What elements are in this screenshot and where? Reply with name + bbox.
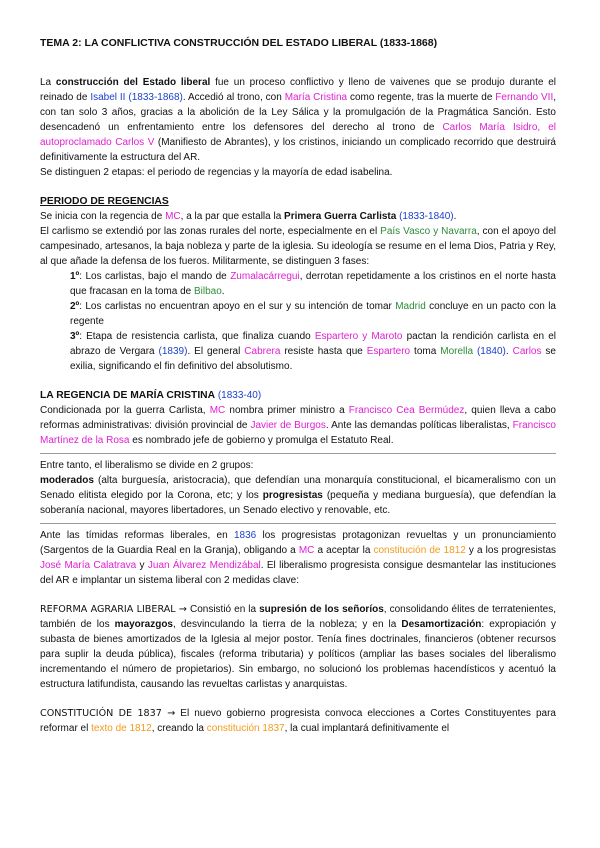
intro-stages: Se distinguen 2 etapas: el periodo de regencias y la mayoría de edad isabelina.	[40, 167, 393, 178]
regencias-p2: El carlismo se extendió por las zonas rurales del norte, especialmente en el País Vasco y Navarra, con el apoyo del campesinado, artesanos, la baja nobleza y parte de la iglesia. Su ideología se resume en el lema Dios, Patria y Rey, al que añade la defensa de los fueros. Militarmente, se distinguen 3 fases:	[40, 226, 557, 267]
regencia-mc-paragraph: Condicionada por la guerra Carlista, MC nombra primer ministro a Francisco Cea Bermúdez, quien lleva a cabo reformas administrativas: división provincial de Javier de Burgos. Ante las demandas políticas liberalistas, Francisco Martínez de la Rosa es nombrado jefe de gobierno y promulga el Estatuto Real.	[40, 405, 556, 446]
regencias-heading: PERIODO DE REGENCIAS	[40, 196, 169, 207]
divider	[40, 453, 556, 454]
reformas-paragraph: Ante las tímidas reformas liberales, en 1836 los progresistas protagonizan revueltas y un pronunciamiento (Sargentos de la Guardia Real en la Granja), obligando a MC a aceptar la constitución de 1812 y a los progresistas José María Calatrava y Juan Álvarez Mendizábal. El liberalismo progresista consigue desmantelar las instituciones del AR e implantar un sistema liberal con 2 medidas clave:	[40, 530, 557, 586]
fase-3: 3º: Etapa de resistencia carlista, que finaliza cuando Espartero y Maroto pactan la rendición carlista en el abrazo de Vergara (1839). El general Cabrera resiste hasta que Espartero toma Morella (1840). Carlos se exilia, significando el fin definitivo del absolutismo.	[70, 331, 556, 372]
regencia-mc-heading: LA REGENCIA DE MARÍA CRISTINA (1833-40)	[40, 390, 262, 401]
fase-1: 1º: Los carlistas, bajo el mando de Zumalacárregui, derrotan repetidamente a los cristinos en el norte hasta que fracasan en la toma de Bilbao.	[70, 271, 556, 297]
grupos-paragraph: moderados (alta burguesía, aristocracia), que defendían una monarquía constitucional, el bicameralismo con un Senado elitista elegido por la Corona, etc; y los progresistas (pequeña y mediana burguesía), que defendían la soberanía nacional, mayores libertadores, un Senado electivo y renovable, etc.	[40, 475, 556, 516]
page-title: TEMA 2: LA CONFLICTIVA CONSTRUCCIÓN DEL ESTADO LIBERAL (1833-1868)	[40, 37, 438, 49]
intro-paragraph: La construcción del Estado liberal fue un proceso conflictivo y lleno de vaivenes que se produjo durante el reinado de Isabel II (1833-1868). Accedió al trono, con María Cristina como regente, tras la muerte de Fernando VII, con tan solo 3 años, gracias a la abolición de la Ley Sálica y la promulgación de la Pragmática Sanción. Esto desencadenó un enfrentamiento entre los defensores del derecho al trono de Carlos María Isidro, el autoproclamado Carlos V (Manifiesto de Abrantes), y los cristinos, iniciando un complicado recorrido que destruirá definitivamente la estructura del AR.	[40, 77, 557, 163]
divider	[40, 523, 556, 524]
agraria-paragraph: REFORMA AGRARIA LIBERAL → Consistió en la supresión de los señoríos, consolidando élites de terratenientes, también de los mayorazgos, desvinculando la tierra de la nobleza; y en la Desamortización: expropiación y subasta de bienes amortizados de la Iglesia al mejor postor. Tenía fines doctrinales, financieros (obtener recursos para suplir la deuda pública), fiscales (reforma tributaria) y políticos (ampliar las bases sociales del liberalismo incrementando el número de propietarios). Sin embargo, no solucionó los problemas hacendísticos y acentuó la estructura latifundista, causando las revueltas carlistas y anarquistas.	[40, 604, 557, 690]
regencias-p1: Se inicia con la regencia de MC, a la par que estalla la Primera Guerra Carlista (1833-1840).	[40, 211, 457, 222]
fase-2: 2º: Los carlistas no encuentran apoyo en el sur y su intención de tomar Madrid concluye en un pacto con la regente	[70, 301, 556, 327]
constitucion-paragraph: CONSTITUCIÓN DE 1837 → El nuevo gobierno progresista convoca elecciones a Cortes Constituyentes para reformar el texto de 1812, creando la constitución 1837, la cual implantará definitivamente el	[40, 708, 556, 734]
grupos-intro: Entre tanto, el liberalismo se divide en 2 grupos:	[40, 460, 254, 471]
document-content	[40, 36, 556, 736]
